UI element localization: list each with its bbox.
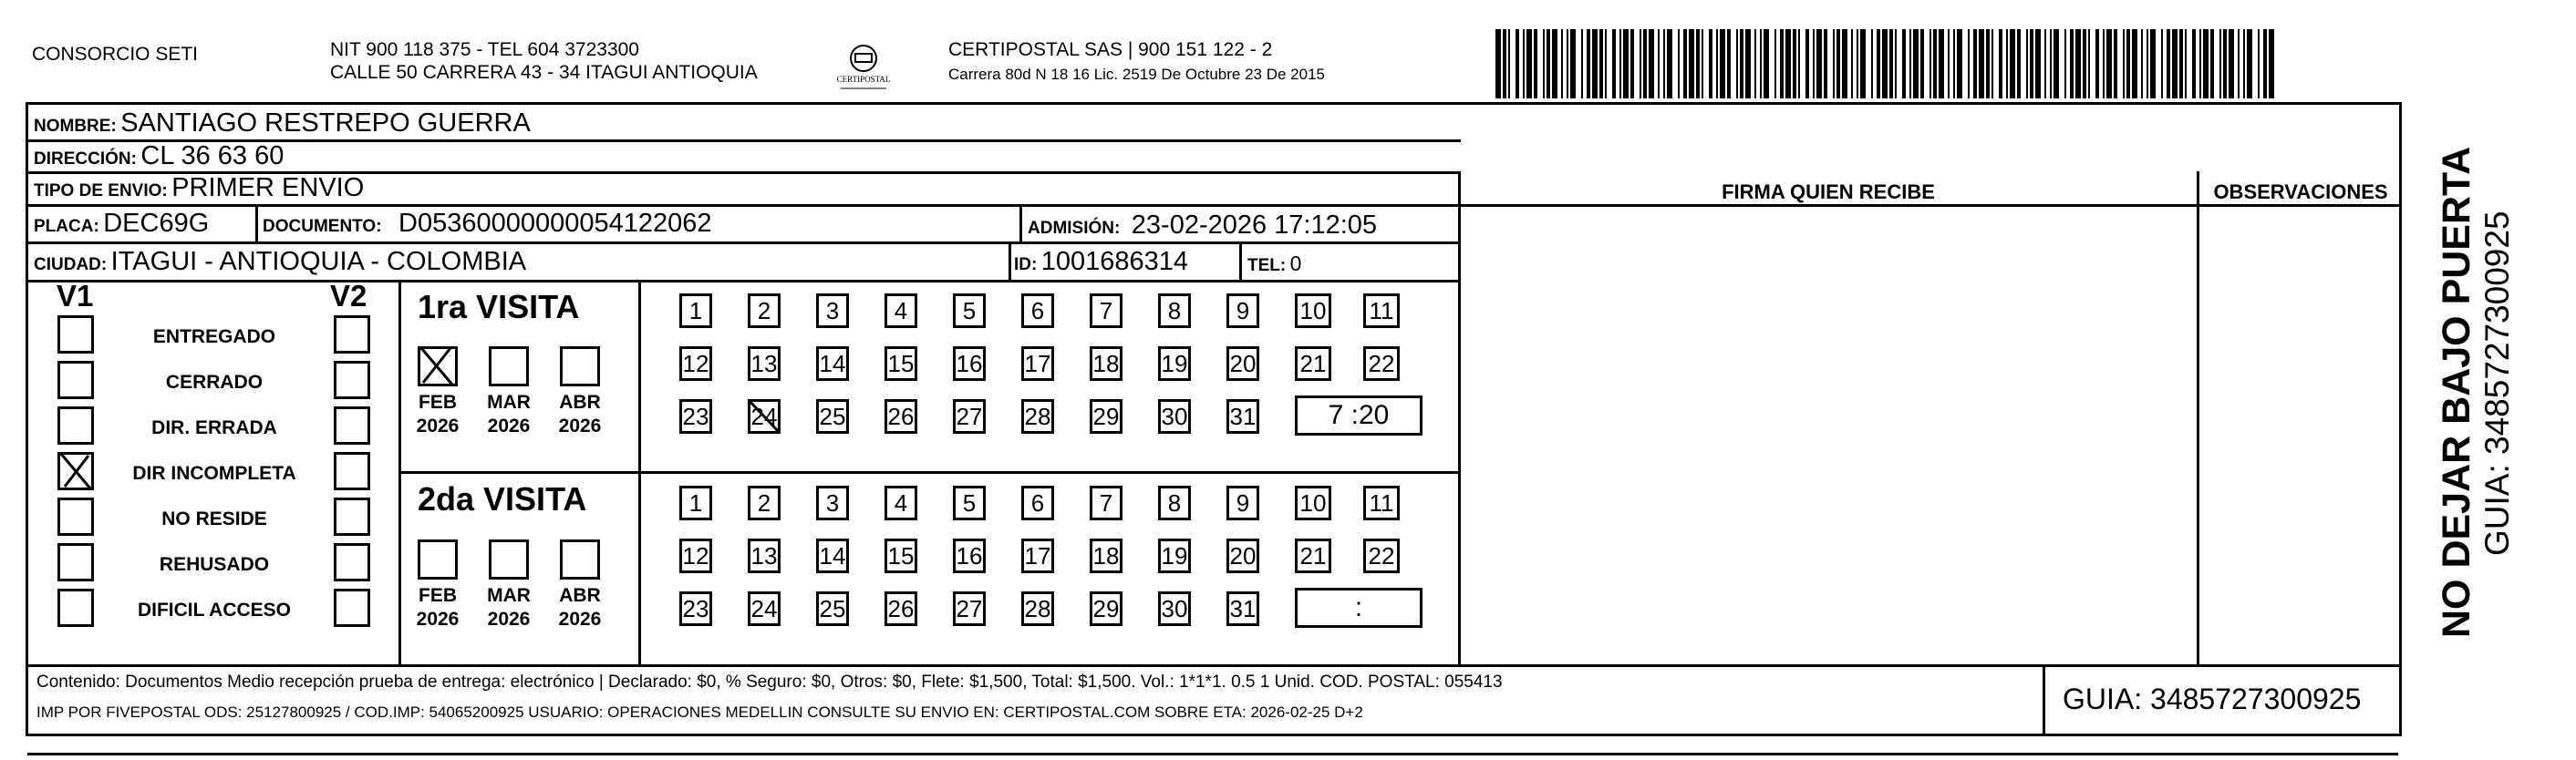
certipostal-info: CERTIPOSTAL SAS | 900 151 122 - 2 (948, 39, 1273, 60)
admision-label: ADMISIÓN: (1028, 219, 1121, 238)
day-box[interactable]: 20 (1226, 346, 1259, 381)
v1-checkbox[interactable] (57, 361, 94, 399)
month-label: ABR (559, 585, 601, 606)
ciudad-value: ITAGUI - ANTIOQUIA - COLOMBIA (110, 247, 527, 276)
day-box[interactable]: 15 (885, 539, 917, 573)
day-box[interactable]: 18 (1090, 346, 1122, 381)
nombre-row (34, 108, 531, 139)
day-box[interactable]: 3 (816, 486, 849, 520)
certipostal-logo (832, 40, 895, 95)
month-label: ABR (559, 392, 601, 413)
documento-value: D05360000000054122062 (398, 209, 712, 238)
day-box[interactable]: 10 (1295, 293, 1331, 328)
direccion-value: CL 36 63 60 (140, 141, 284, 170)
day-box[interactable]: 27 (953, 399, 986, 434)
direccion-row (34, 141, 284, 171)
documento-row (263, 209, 712, 239)
day-box[interactable]: 13 (748, 539, 781, 573)
status-option-label: REHUSADO (159, 554, 270, 575)
v2-label: V2 (330, 279, 367, 313)
side-guia: GUIA: 3485727300925 (2478, 211, 2516, 556)
day-box[interactable]: 10 (1295, 486, 1331, 520)
day-box[interactable]: 12 (679, 346, 712, 381)
company-name: CONSORCIO SETI (32, 44, 199, 65)
id-row (1014, 247, 1188, 277)
firma-header: FIRMA QUIEN RECIBE (1722, 180, 1935, 203)
v2-checkbox[interactable] (334, 315, 370, 354)
v1-checkbox[interactable] (57, 498, 94, 536)
footer-contenido: Contenido: Documentos Medio recepción prueba de entrega: electrónico | Declarado: $0, % Seguro: $0, Otros: $0, Flete: $1,500, Total: $1,500. Vol.: 1*1*1. 0.5 1 Unid. COD. POSTAL: 055413 (36, 673, 1503, 692)
tipo-value: PRIMER ENVIO (171, 173, 365, 202)
nombre-label: NOMBRE: (34, 117, 117, 136)
year-label: 2026 (487, 609, 531, 630)
month-check-mark (416, 343, 461, 388)
v2-checkbox[interactable] (334, 543, 370, 581)
day-box[interactable]: 17 (1021, 346, 1054, 381)
id-value: 1001686314 (1040, 247, 1189, 276)
day-box[interactable]: 24 (748, 591, 781, 626)
day-box[interactable]: 20 (1226, 539, 1259, 573)
day-box[interactable]: 25 (816, 591, 849, 626)
day-box[interactable]: 7 (1090, 293, 1122, 328)
ciudad-label: CIUDAD: (34, 255, 108, 274)
day-box[interactable]: 2 (748, 293, 781, 328)
certipostal-license: Carrera 80d N 18 16 Lic. 2519 De Octubre 23 De 2015 (948, 66, 1325, 83)
day-box[interactable]: 24 (748, 399, 781, 434)
day-box[interactable]: 28 (1021, 399, 1054, 434)
v2-checkbox[interactable] (334, 406, 370, 445)
day-box[interactable]: 8 (1158, 293, 1191, 328)
day-box[interactable]: 9 (1226, 486, 1259, 520)
v2-checkbox[interactable] (334, 498, 370, 536)
v1-check-mark (56, 450, 96, 492)
footer-guia: GUIA: 3485727300925 (2063, 683, 2362, 715)
placa-label: PLACA: (34, 217, 99, 236)
status-option-label: CERRADO (165, 372, 264, 393)
month-checkbox[interactable] (418, 539, 458, 580)
month-label: MAR (487, 392, 531, 413)
v1-label: V1 (57, 279, 94, 313)
observaciones-header: OBSERVACIONES (2213, 180, 2388, 203)
day-box[interactable]: 22 (1363, 539, 1400, 573)
month-checkbox[interactable] (560, 346, 600, 386)
day-box[interactable]: 11 (1363, 486, 1400, 520)
month-label: FEB (419, 585, 457, 606)
day-box[interactable]: 22 (1363, 346, 1400, 381)
v2-checkbox[interactable] (334, 589, 370, 627)
v2-checkbox[interactable] (334, 361, 370, 399)
month-checkbox[interactable] (489, 346, 529, 386)
v2-checkbox[interactable] (334, 452, 370, 490)
day-box[interactable]: 29 (1090, 399, 1122, 434)
logo-text: CERTIPOSTAL (836, 75, 891, 84)
time-box[interactable]: : (1295, 588, 1422, 628)
v1-checkbox[interactable] (57, 406, 94, 445)
day-box[interactable]: 7 (1090, 486, 1122, 520)
day-box[interactable]: 15 (885, 346, 917, 381)
company-nit: NIT 900 118 375 - TEL 604 3723300 (330, 39, 639, 60)
day-box[interactable]: 9 (1226, 293, 1259, 328)
day-box[interactable]: 11 (1363, 293, 1400, 328)
footer-imp: IMP POR FIVEPOSTAL ODS: 25127800925 / COD.IMP: 54065200925 USUARIO: OPERACIONES MEDELLIN CONSULTE SU ENVIO EN: CERTIPOSTAL.COM SOBRE ETA: 2026-02-25 D+2 (36, 704, 1363, 721)
v1-checkbox[interactable] (57, 589, 94, 627)
day-box[interactable]: 21 (1295, 539, 1331, 573)
year-label: 2026 (558, 609, 602, 630)
tipo-row (34, 173, 364, 203)
tel-label: TEL: (1247, 256, 1287, 275)
status-option-label: NO RESIDE (161, 508, 267, 529)
day-box[interactable]: 18 (1090, 539, 1122, 573)
month-checkbox[interactable] (560, 539, 600, 580)
first-visit-title: 1ra VISITA (418, 288, 580, 325)
tel-row (1247, 252, 1301, 276)
placa-row (34, 209, 209, 239)
day-box[interactable]: 14 (816, 346, 849, 381)
day-box[interactable]: 3 (816, 293, 849, 328)
day-box[interactable]: 2 (748, 486, 781, 520)
day-box[interactable]: 28 (1021, 591, 1054, 626)
barcode (1495, 29, 2280, 98)
day-box[interactable]: 31 (1226, 591, 1259, 626)
v1-checkbox[interactable] (57, 543, 94, 581)
day-box[interactable]: 8 (1158, 486, 1191, 520)
status-option-label: ENTREGADO (152, 326, 276, 347)
day-check-mark (745, 396, 783, 436)
id-label: ID: (1014, 255, 1038, 274)
day-box[interactable]: 1 (679, 486, 712, 520)
admision-value: 23-02-2026 17:12:05 (1131, 211, 1378, 240)
direccion-label: DIRECCIÓN: (34, 149, 137, 169)
day-box[interactable]: 16 (953, 346, 986, 381)
day-box[interactable]: 6 (1021, 486, 1054, 520)
status-option-label: DIR INCOMPLETA (132, 463, 296, 484)
v1-checkbox[interactable] (57, 315, 94, 354)
day-box[interactable]: 13 (748, 346, 781, 381)
day-box[interactable]: 4 (885, 293, 917, 328)
second-visit-title: 2da VISITA (418, 480, 587, 518)
day-box[interactable]: 12 (679, 539, 712, 573)
day-box[interactable]: 5 (953, 486, 986, 520)
tel-value: 0 (1289, 252, 1302, 275)
day-box[interactable]: 23 (679, 399, 712, 434)
ciudad-row (34, 247, 526, 277)
day-box[interactable]: 23 (679, 591, 712, 626)
day-box[interactable]: 16 (953, 539, 986, 573)
day-box[interactable]: 26 (885, 591, 917, 626)
day-box[interactable]: 1 (679, 293, 712, 328)
year-label: 2026 (487, 416, 531, 436)
admision-row (1028, 211, 1377, 241)
day-box[interactable]: 6 (1021, 293, 1054, 328)
side-warning: NO DEJAR BAJO PUERTA (2435, 146, 2478, 638)
month-checkbox[interactable] (489, 539, 529, 580)
nombre-value: SANTIAGO RESTREPO GUERRA (120, 108, 531, 138)
day-box[interactable]: 25 (816, 399, 849, 434)
day-box[interactable]: 31 (1226, 399, 1259, 434)
month-label: FEB (419, 392, 457, 413)
time-box[interactable]: 7 :20 (1295, 395, 1422, 436)
placa-value: DEC69G (103, 209, 210, 238)
month-label: MAR (487, 585, 531, 606)
day-box[interactable]: 29 (1090, 591, 1122, 626)
day-box[interactable]: 19 (1158, 539, 1191, 573)
status-option-label: DIFICIL ACCESO (137, 600, 291, 621)
company-address: CALLE 50 CARRERA 43 - 34 ITAGUI ANTIOQUIA (330, 62, 758, 83)
year-label: 2026 (416, 609, 460, 630)
day-box[interactable]: 17 (1021, 539, 1054, 573)
day-box[interactable]: 14 (816, 539, 849, 573)
tipo-label: TIPO DE ENVIO: (34, 181, 168, 200)
day-box[interactable]: 26 (885, 399, 917, 434)
day-box[interactable]: 30 (1158, 591, 1191, 626)
year-label: 2026 (558, 416, 602, 436)
day-box[interactable]: 4 (885, 486, 917, 520)
day-box[interactable]: 30 (1158, 399, 1191, 434)
documento-label: DOCUMENTO: (263, 217, 382, 236)
day-box[interactable]: 21 (1295, 346, 1331, 381)
day-box[interactable]: 5 (953, 293, 986, 328)
day-box[interactable]: 27 (953, 591, 986, 626)
day-box[interactable]: 19 (1158, 346, 1191, 381)
year-label: 2026 (416, 416, 460, 436)
status-option-label: DIR. ERRADA (151, 417, 277, 438)
